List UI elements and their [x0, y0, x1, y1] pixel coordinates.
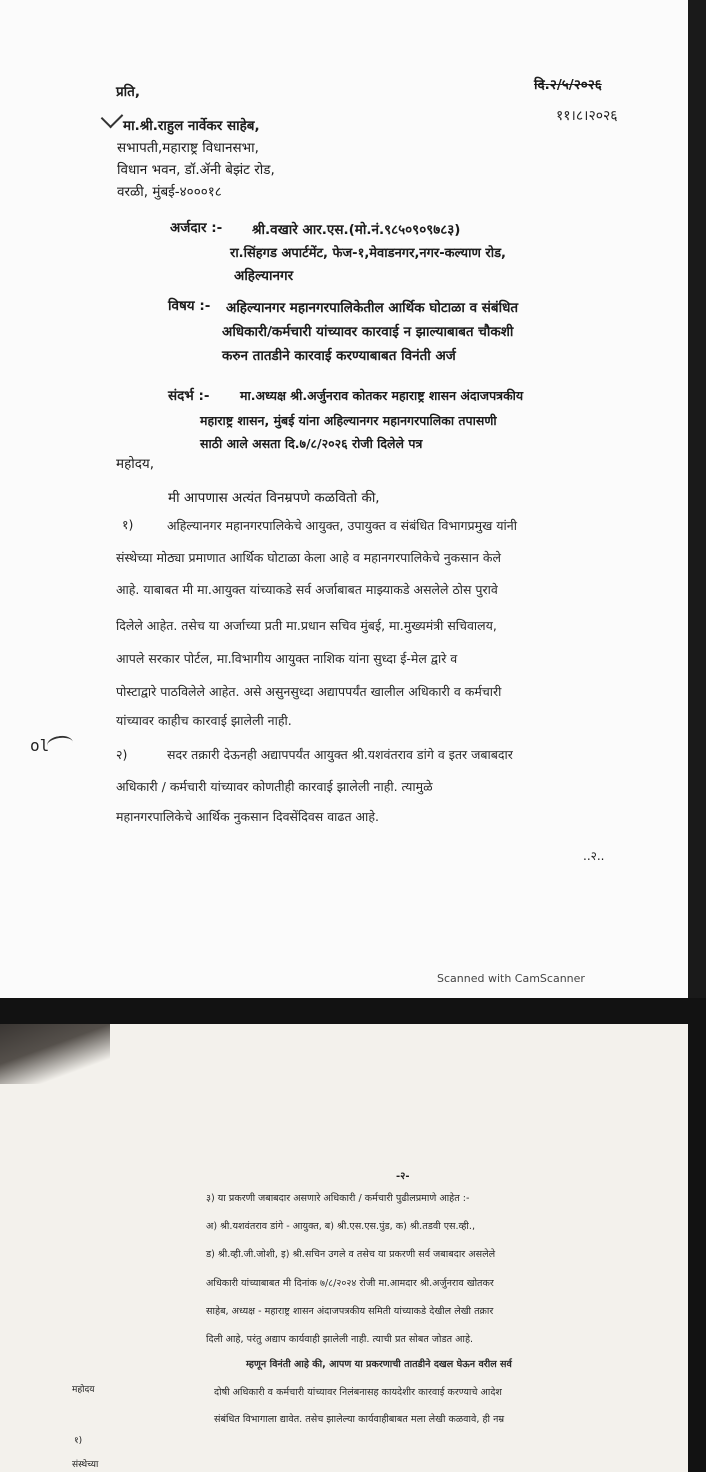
para-1-number: १) — [122, 517, 134, 532]
para-1-line: यांच्यावर काहीच कारवाई झालेली नाही. — [116, 713, 292, 728]
subject-line-2: अधिकारी/कर्मचारी यांच्यावर कारवाई न झाल्याबाबत चौकशी — [222, 324, 514, 340]
reference-line-2: महाराष्ट्र शासन, मुंबई यांना अहिल्यानगर महानगरपालिका तपासणी — [200, 413, 497, 428]
document-page-2 — [0, 1024, 688, 1472]
recipient-address-1: विधान भवन, डॉ.ॲनी बेझंट रोड, — [117, 162, 275, 178]
para-1-line: पोस्टाद्वारे पाठविलेले आहेत. असे असुनसुध्दा अद्यापपर्यंत खालील अधिकारी व कर्मचारी — [116, 684, 502, 699]
para-2-line: महानगरपालिकेचे आर्थिक नुकसान दिवसेंदिवस वाढत आहे. — [116, 809, 379, 824]
margin-mark: ol — [30, 736, 50, 755]
handwritten-check-mark — [101, 106, 124, 129]
page-edge — [688, 0, 706, 998]
salutation: महोदय, — [116, 456, 155, 472]
scan-shadow — [0, 1024, 110, 1084]
para-1-line: आहे. याबाबत मी मा.आयुक्त यांच्याकडे सर्व अर्जाबाबत माझ्याकडे असलेले ठोस पुरावे — [116, 582, 498, 597]
applicant-line-3: अहिल्यानगर — [234, 268, 294, 284]
subject-label: विषय :- — [168, 298, 211, 314]
page-2-line: दिली आहे, परंतु अद्याप कार्यवाही झालेली नाही. त्याची प्रत सोबत जोडत आहे. — [206, 1334, 474, 1345]
page-2-number: -२- — [396, 1171, 410, 1182]
recipient-name: मा.श्री.राहुल नार्वेकर साहेब, — [123, 118, 260, 134]
recipient-prati: प्रति, — [116, 84, 141, 100]
recipient-address-2: वरळी, मुंबई-४०००१८ — [117, 184, 222, 200]
camscanner-watermark: Scanned with CamScanner — [437, 972, 585, 985]
page-2-line: अधिकारी यांच्याबाबत मी दिनांक ७/८/२०२४ रोजी मा.आमदार श्री.अर्जुनराव खोतकर — [206, 1278, 494, 1289]
applicant-label: अर्जदार :- — [170, 220, 223, 236]
applicant-line-1: श्री.वखारे आर.एस.(मो.नं.९८५०९०९७८३) — [252, 222, 461, 238]
para-1-line: अहिल्यानगर महानगरपालिकेचे आयुक्त, उपायुक्त व संबंधित विभागप्रमुख यांनी — [167, 518, 517, 533]
page-2-margin-label: महोदय — [72, 1385, 95, 1395]
page-2-line: साहेब, अध्यक्ष - महाराष्ट्र शासन अंदाजपत्रकीय समिती यांच्याकडे देखील लेखी तक्रार — [206, 1306, 494, 1317]
continued-marker: ..२.. — [583, 849, 605, 863]
page-2-line: ३) या प्रकरणी जबाबदार असणारे अधिकारी / कर्मचारी पुढीलप्रमाणे आहेत :- — [206, 1193, 470, 1204]
subject-line-1: अहिल्यानगर महानगरपालिकेतील आर्थिक घोटाळा व संबंधित — [226, 300, 519, 316]
intro-line: मी आपणास अत्यंत विनम्रपणे कळवितो की, — [168, 490, 380, 506]
para-2-line: सदर तक्रारी देऊनही अद्यापपर्यंत आयुक्त श्री.यशवंतराव डांगे व इतर जबाबदार — [167, 747, 513, 762]
para-2-line: अधिकारी / कर्मचारी यांच्यावर कोणतीही कारवाई झालेली नाही. त्यामुळे — [116, 779, 433, 794]
date-printed: दि.२/५/२०२६ — [534, 77, 602, 93]
subject-line-3: करुन तातडीने कारवाई करण्याबाबत विनंती अर्ज — [222, 348, 456, 364]
page-2-margin-number: १) — [74, 1436, 83, 1446]
reference-line-1: मा.अध्यक्ष श्री.अर्जुनराव कोतकर महाराष्ट्र शासन अंदाजपत्रकीय — [240, 388, 524, 403]
para-1-line: दिलेले आहेत. तसेच या अर्जाच्या प्रती मा.प्रधान सचिव मुंबई, मा.मुख्यमंत्री सचिवालय, — [116, 618, 497, 633]
date-handwritten: ११।८।२०२६ — [556, 108, 618, 124]
recipient-designation: सभापती,महाराष्ट्र विधानसभा, — [117, 140, 259, 156]
para-2-number: २) — [116, 747, 128, 762]
page-2-line: अ) श्री.यशवंतराव डांगे - आयुक्त, ब) श्री.एस.एस.पुंड, क) श्री.तडवी एस.व्ही., — [206, 1221, 475, 1232]
page-2-margin-word: संस्थेच्या — [72, 1460, 99, 1470]
page-2-line: संबंधित विभागाला द्यावेत. तसेच झालेल्या कार्यवाहीबाबत मला लेखी कळवावे, ही नम्र — [214, 1414, 505, 1425]
reference-label: संदर्भ :- — [168, 388, 210, 404]
margin-mark-stroke — [46, 734, 74, 753]
reference-line-3: साठी आले असता दि.७/८/२०२६ रोजी दिलेले पत्र — [200, 436, 423, 451]
page-2-line: म्हणून विनंती आहे की, आपण या प्रकरणाची तातडीने दखल घेऊन वरील सर्व — [246, 1359, 512, 1370]
page-2-line: ड) श्री.व्ही.जी.जोशी, इ) श्री.सचिन उगले व तसेच या प्रकरणी सर्व जबाबदार असलेले — [206, 1249, 496, 1260]
para-1-line: संस्थेच्या मोठ्या प्रमाणात आर्थिक घोटाळा केला आहे व महानगरपालिकेचे नुकसान केले — [116, 550, 501, 565]
applicant-line-2: रा.सिंहगड अपार्टमेंट, फेज-१,मेवाडनगर,नगर-कल्याण रोड, — [230, 246, 506, 261]
page-2-line: दोषी अधिकारी व कर्मचारी यांच्यावर निलंबनासह कायदेशीर कारवाई करण्याचे आदेश — [214, 1387, 502, 1398]
para-1-line: आपले सरकार पोर्टल, मा.विभागीय आयुक्त नाशिक यांना सुध्दा ई-मेल द्वारे व — [116, 651, 458, 666]
